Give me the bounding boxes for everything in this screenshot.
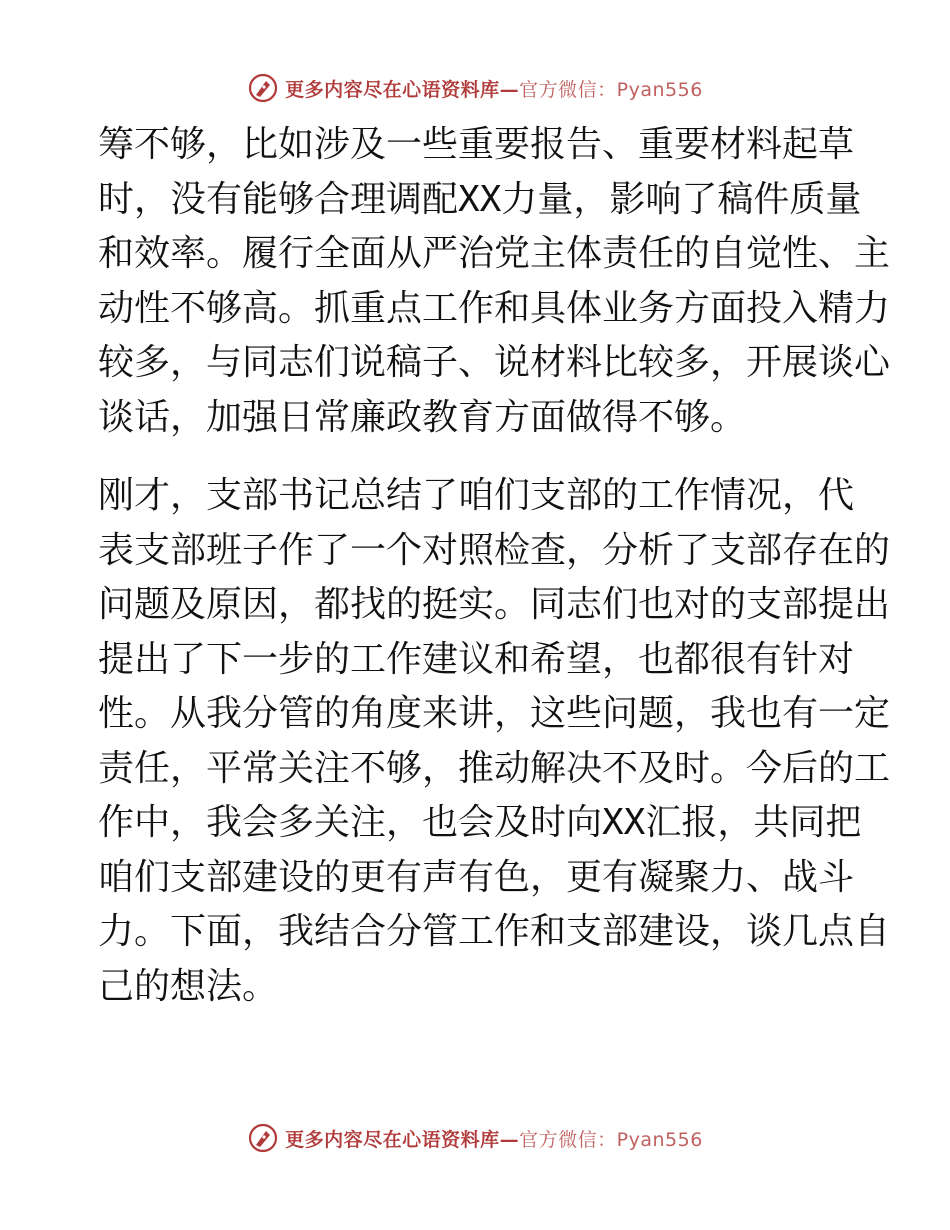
- text-line: 较多，与同志们说稿子、说材料比较多，开展谈心: [98, 342, 891, 383]
- footer-dash: —: [499, 1128, 520, 1151]
- text-line: 性。从我分管的角度来讲，这些问题，我也有一定: [98, 693, 891, 734]
- paragraph-1: [98, 118, 891, 445]
- text-line: 时，没有能够合理调配XX力量，影响了稿件质量: [98, 178, 862, 220]
- text-line: 表支部班子作了一个对照检查，分析了支部存在的: [98, 529, 891, 571]
- text-line: 作中，我会多关注，也会及时向XX汇报，共同把: [98, 802, 862, 843]
- document-body: [98, 118, 891, 1014]
- header-dash: —: [499, 78, 520, 101]
- pen-nib-logo-icon: [247, 1122, 279, 1154]
- text-line: 己的想法。: [98, 965, 279, 1007]
- text-line: 力。下面，我结合分管工作和支部建设，谈几点自: [98, 911, 891, 952]
- header-site-text: 更多内容尽在心语资料库: [285, 78, 500, 101]
- text-line: 刚才，支部书记总结了咱们支部的工作情况，代: [98, 475, 855, 516]
- paragraph-2: [98, 469, 891, 1014]
- header-banner: [0, 72, 950, 104]
- text-line: 动性不够高。抓重点工作和具体业务方面投入精力: [98, 287, 891, 329]
- text-line: 和效率。履行全面从严治党主体责任的自觉性、主: [98, 233, 891, 274]
- header-text: [285, 75, 703, 102]
- text-line: 谈话，加强日常廉政教育方面做得不够。: [98, 396, 747, 438]
- text-line: 提出了下一步的工作建议和希望，也都很有针对: [98, 638, 855, 680]
- text-line: 责任，平常关注不够，推动解决不及时。今后的工: [98, 747, 891, 789]
- text-line: 筹不够，比如涉及一些重要报告、重要材料起草: [98, 124, 855, 165]
- text-line: 咱们支部建设的更有声有色，更有凝聚力、战斗: [98, 856, 855, 898]
- pen-nib-logo-icon: [247, 72, 279, 104]
- footer-text: [285, 1125, 703, 1152]
- header-wechat-text: 官方微信：Pyan556: [519, 78, 703, 101]
- footer-site-text: 更多内容尽在心语资料库: [285, 1128, 500, 1151]
- footer-wechat-text: 官方微信：Pyan556: [519, 1128, 703, 1151]
- text-line: 问题及原因，都找的挺实。同志们也对的支部提出: [98, 584, 891, 625]
- footer-banner: [0, 1122, 950, 1154]
